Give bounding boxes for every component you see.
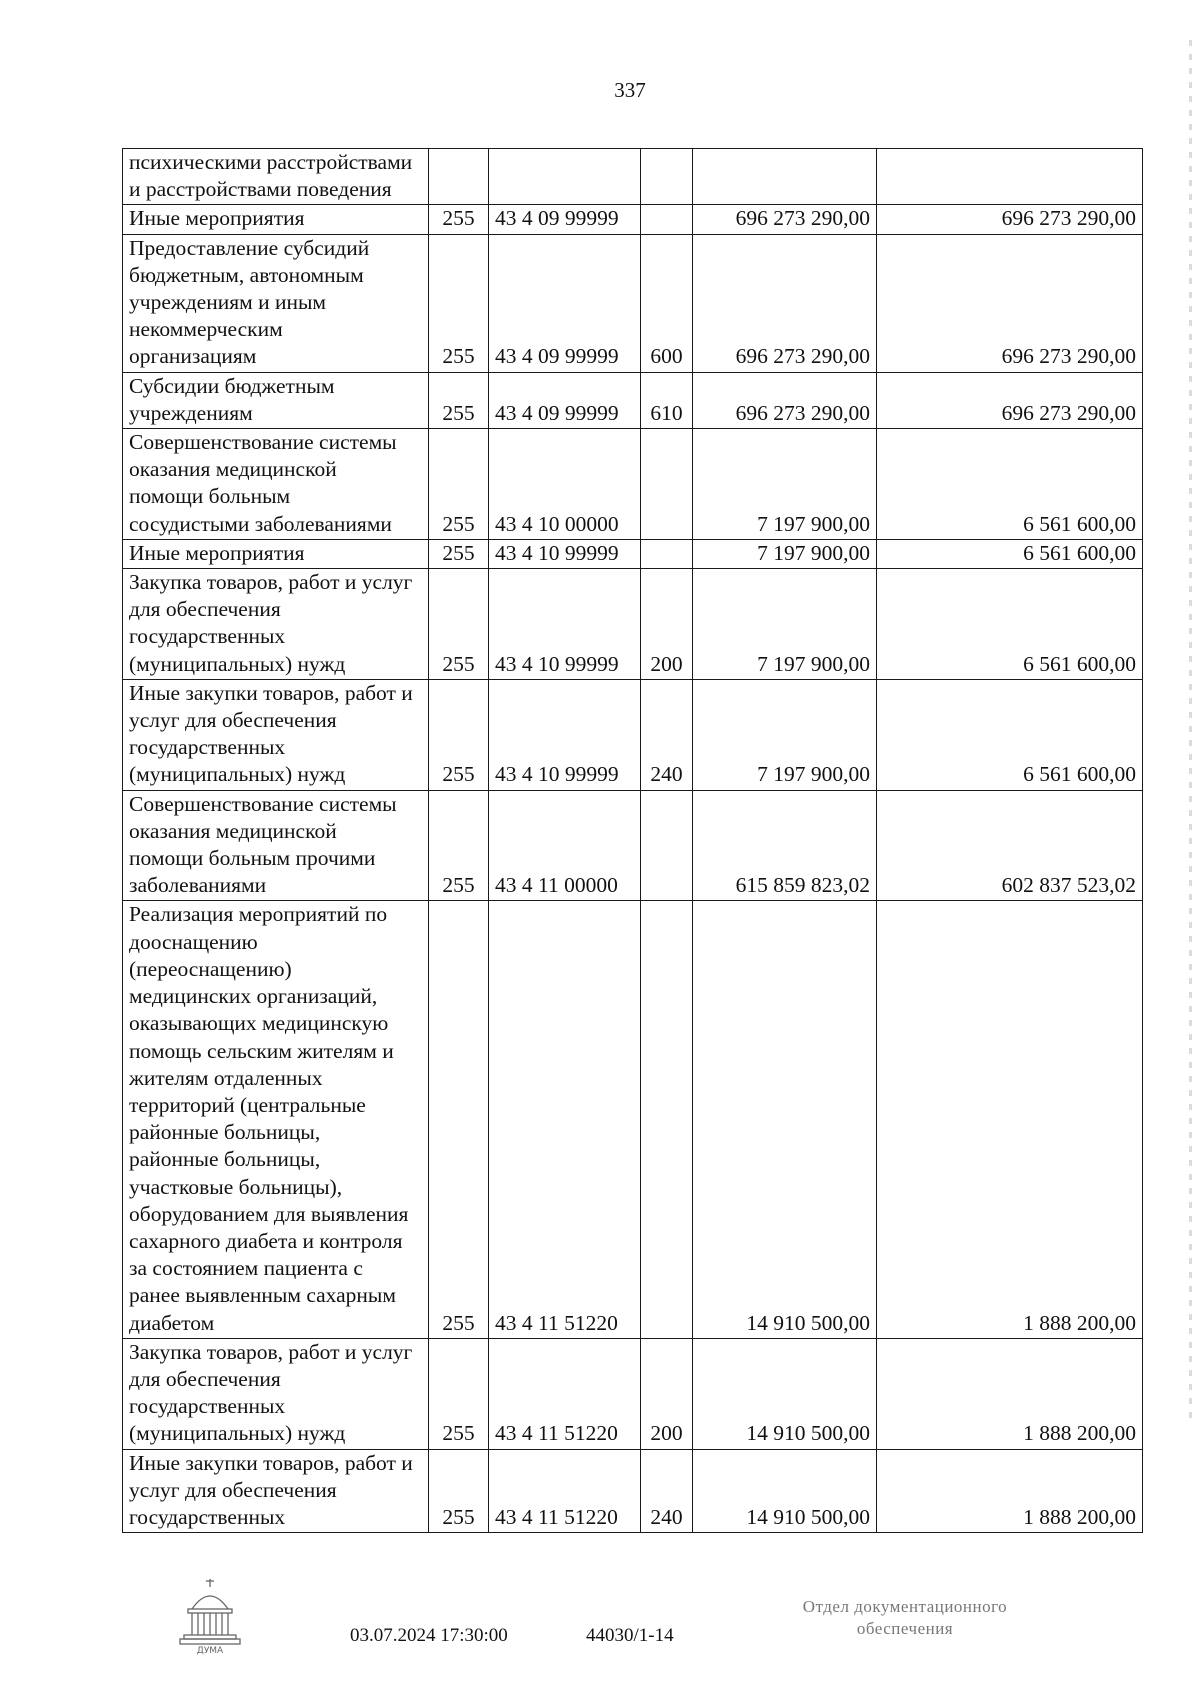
cell-sum-year-1: 615 859 823,02 [693, 790, 877, 901]
cell-sum-year-2: 6 561 600,00 [877, 679, 1143, 790]
cell-expense-type [641, 205, 693, 234]
cell-target-article: 43 4 11 51220 [489, 1338, 641, 1449]
item-name-line: бюджетным, автономным [129, 262, 364, 287]
item-name-line: (муниципальных) нужд [129, 762, 346, 787]
cell-vedomstvo: 255 [429, 679, 489, 790]
item-name-line: Совершенствование системы [129, 791, 397, 816]
cell-vedomstvo: 255 [429, 901, 489, 1338]
cell-target-article: 43 4 09 99999 [489, 205, 641, 234]
item-name-line: жителям отдаленных [129, 1065, 323, 1090]
item-name-line: и расстройствами поведения [129, 177, 392, 202]
cell-vedomstvo: 255 [429, 569, 489, 680]
item-name-line: районные больницы, [129, 1147, 321, 1172]
cell-sum-year-2: 6 561 600,00 [877, 539, 1143, 568]
cell-target-article [489, 149, 641, 205]
cell-sum-year-2: 696 273 290,00 [877, 372, 1143, 428]
table-row [123, 790, 1143, 901]
item-name-line: за состоянием пациента с [129, 1256, 363, 1281]
cell-expense-type: 240 [641, 679, 693, 790]
item-name-line: Иные закупки товаров, работ и [129, 680, 413, 705]
item-name-line: (муниципальных) нужд [129, 651, 346, 676]
budget-table-body [123, 149, 1143, 1533]
scan-edge-artifact [1189, 40, 1192, 1420]
cell-vedomstvo: 255 [429, 234, 489, 372]
item-name-line: оборудованием для выявления [129, 1201, 409, 1226]
item-name-line: Реализация мероприятий по [129, 902, 388, 927]
item-name-line: помощи больным [129, 484, 291, 509]
footer-datetime: 03.07.2024 17:30:00 [350, 1625, 508, 1646]
cell-sum-year-2: 6 561 600,00 [877, 569, 1143, 680]
cell-item-name [123, 539, 429, 568]
item-name-line: Закупка товаров, работ и услуг [129, 570, 413, 595]
cell-sum-year-2: 696 273 290,00 [877, 234, 1143, 372]
item-name-line: помощь сельским жителям и [129, 1038, 394, 1063]
cell-item-name [123, 205, 429, 234]
item-name-line: Иные закупки товаров, работ и [129, 1450, 413, 1475]
table-row [123, 205, 1143, 234]
item-name-line: территорий (центральные [129, 1092, 366, 1117]
item-name-line: Закупка товаров, работ и услуг [129, 1339, 413, 1364]
cell-target-article: 43 4 10 99999 [489, 679, 641, 790]
cell-sum-year-2: 1 888 200,00 [877, 1338, 1143, 1449]
item-name-line: Иные мероприятия [129, 206, 305, 231]
cell-sum-year-2: 1 888 200,00 [877, 901, 1143, 1338]
item-name-line: оказывающих медицинскую [129, 1011, 389, 1036]
cell-vedomstvo: 255 [429, 1449, 489, 1533]
item-name-line: некоммерческим [129, 317, 283, 342]
cell-sum-year-1 [693, 149, 877, 205]
duma-building-logo-icon [170, 1575, 250, 1657]
cell-item-name [123, 569, 429, 680]
item-name-line: (муниципальных) нужд [129, 1421, 346, 1446]
item-name-line: государственных [129, 1394, 286, 1419]
cell-target-article: 43 4 10 00000 [489, 429, 641, 540]
cell-vedomstvo: 255 [429, 429, 489, 540]
cell-sum-year-2: 696 273 290,00 [877, 205, 1143, 234]
item-name-line: для обеспечения [129, 597, 281, 622]
budget-table [122, 148, 1143, 1533]
item-name-line: сосудистыми заболеваниями [129, 511, 392, 536]
cell-expense-type: 200 [641, 1338, 693, 1449]
item-name-line: государственных [129, 735, 286, 760]
cell-target-article: 43 4 09 99999 [489, 372, 641, 428]
item-name-line: услуг для обеспечения [129, 1477, 337, 1502]
department-stamp [760, 1596, 1050, 1640]
item-name-line: психическими расстройствами [129, 150, 413, 174]
cell-expense-type: 610 [641, 372, 693, 428]
item-name-line: оказания медицинской [129, 818, 337, 843]
cell-target-article: 43 4 09 99999 [489, 234, 641, 372]
table-row [123, 429, 1143, 540]
item-name-line: учреждениям [129, 400, 253, 425]
stamp-line-2: обеспечения [856, 1619, 954, 1638]
cell-sum-year-2: 602 837 523,02 [877, 790, 1143, 901]
cell-vedomstvo: 255 [429, 790, 489, 901]
cell-target-article: 43 4 10 99999 [489, 539, 641, 568]
table-row [123, 1338, 1143, 1449]
stamp-line-1: Отдел документационного [802, 1597, 1008, 1616]
table-row [123, 372, 1143, 428]
item-name-line: помощи больным прочими [129, 846, 376, 871]
cell-sum-year-1: 696 273 290,00 [693, 372, 877, 428]
cell-item-name [123, 429, 429, 540]
item-name-line: учреждениям и иным [129, 290, 327, 315]
cell-sum-year-1: 7 197 900,00 [693, 429, 877, 540]
table-row [123, 234, 1143, 372]
cell-item-name [123, 1338, 429, 1449]
item-name-line: государственных [129, 1504, 286, 1529]
cell-sum-year-1: 696 273 290,00 [693, 205, 877, 234]
cell-sum-year-1: 696 273 290,00 [693, 234, 877, 372]
page-number: 337 [614, 78, 646, 102]
cell-item-name [123, 901, 429, 1338]
cell-expense-type: 200 [641, 569, 693, 680]
item-name-line: районные больницы, [129, 1120, 321, 1145]
item-name-line: заболеваниями [129, 873, 267, 898]
cell-sum-year-1: 14 910 500,00 [693, 1449, 877, 1533]
item-name-line: Совершенствование системы [129, 430, 397, 455]
cell-expense-type [641, 429, 693, 540]
item-name-line: Субсидии бюджетным [129, 373, 335, 398]
cell-expense-type [641, 790, 693, 901]
cell-item-name [123, 234, 429, 372]
table-row [123, 539, 1143, 568]
cell-sum-year-1: 7 197 900,00 [693, 569, 877, 680]
item-name-line: оказания медицинской [129, 457, 337, 482]
item-name-line: ранее выявленным сахарным [129, 1283, 396, 1308]
item-name-line: Иные мероприятия [129, 540, 305, 565]
item-name-line: государственных [129, 624, 286, 649]
cell-expense-type: 240 [641, 1449, 693, 1533]
cell-item-name [123, 1449, 429, 1533]
item-name-line: (переоснащению) [129, 956, 292, 981]
cell-item-name [123, 679, 429, 790]
cell-sum-year-1: 7 197 900,00 [693, 679, 877, 790]
table-row [123, 149, 1143, 205]
item-name-line: диабетом [129, 1310, 215, 1335]
cell-vedomstvo: 255 [429, 539, 489, 568]
item-name-line: сахарного диабета и контроля [129, 1228, 403, 1253]
cell-vedomstvo [429, 149, 489, 205]
cell-sum-year-1: 14 910 500,00 [693, 901, 877, 1338]
table-row [123, 679, 1143, 790]
cell-vedomstvo: 255 [429, 205, 489, 234]
cell-item-name [123, 790, 429, 901]
cell-expense-type [641, 539, 693, 568]
svg-text:ДУМА: ДУМА [196, 1646, 224, 1656]
cell-target-article: 43 4 11 00000 [489, 790, 641, 901]
item-name-line: Предоставление субсидий [129, 235, 370, 260]
cell-item-name [123, 372, 429, 428]
table-row [123, 901, 1143, 1338]
item-name-line: дооснащению [129, 929, 258, 954]
cell-vedomstvo: 255 [429, 1338, 489, 1449]
item-name-line: услуг для обеспечения [129, 708, 337, 733]
cell-expense-type [641, 901, 693, 1338]
cell-target-article: 43 4 11 51220 [489, 901, 641, 1338]
item-name-line: участковые больницы), [129, 1174, 343, 1199]
cell-sum-year-2 [877, 149, 1143, 205]
cell-sum-year-2: 6 561 600,00 [877, 429, 1143, 540]
cell-item-name [123, 149, 429, 205]
cell-sum-year-1: 14 910 500,00 [693, 1338, 877, 1449]
cell-vedomstvo: 255 [429, 372, 489, 428]
item-name-line: организациям [129, 344, 257, 369]
cell-sum-year-1: 7 197 900,00 [693, 539, 877, 568]
item-name-line: медицинских организаций, [129, 984, 378, 1009]
cell-sum-year-2: 1 888 200,00 [877, 1449, 1143, 1533]
table-row [123, 1449, 1143, 1533]
cell-expense-type [641, 149, 693, 205]
cell-target-article: 43 4 11 51220 [489, 1449, 641, 1533]
cell-expense-type: 600 [641, 234, 693, 372]
cell-target-article: 43 4 10 99999 [489, 569, 641, 680]
table-row [123, 569, 1143, 680]
item-name-line: для обеспечения [129, 1366, 281, 1391]
footer-doc-number: 44030/1-14 [586, 1625, 674, 1646]
